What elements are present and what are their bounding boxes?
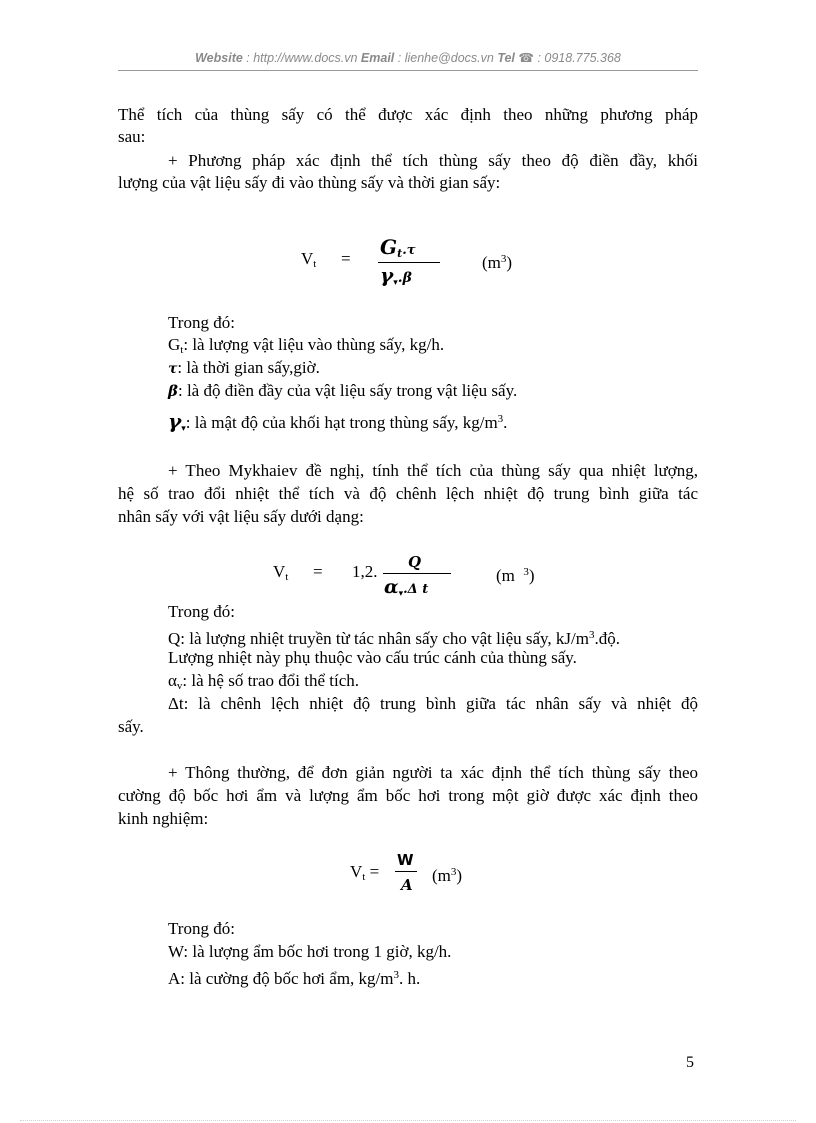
formula-1-denominator: $\gamma_▾.\beta$	[380, 263, 412, 288]
method2-line-3: nhân sấy với vật liệu sấy dưới dạng:	[118, 507, 364, 526]
formula-2-numerator: Q	[408, 553, 422, 571]
formula-3-fraction-bar	[395, 871, 417, 872]
formula-2-unit: (m $^3$)	[496, 566, 535, 585]
method3-where-title: Trong đó:	[168, 919, 235, 938]
header-rule	[118, 70, 698, 71]
email-value: : lienhe@docs.vn	[394, 51, 498, 65]
tel-label: Tel	[497, 51, 515, 65]
method2-def-3: Δt: là chênh lệch nhiệt độ trung bình giữa tác nhân sấy và nhiệt độ	[168, 694, 698, 713]
method1-def-3: β: là độ điền đầy của vật liệu sấy trong vật liệu sấy.	[168, 381, 518, 400]
method2-where-title: Trong đó:	[168, 602, 235, 621]
email-label: Email	[360, 51, 395, 65]
tel-value: : 0918.775.368	[533, 51, 621, 65]
page-number: 5	[686, 1054, 694, 1071]
method3-line-3: kinh nghiệm:	[118, 809, 209, 828]
formula-3-numerator: W	[397, 851, 414, 869]
method2-line-2: hệ số trao đổi nhiệt thể tích và độ chênh lệch nhiệt độ trung bình giữa tác	[118, 484, 698, 503]
method1-def-2: τ: là thời gian sấy,giờ.	[168, 358, 320, 377]
method3-line-1: + Thông thường, để đơn giản người ta xác định thể tích thùng sấy theo	[168, 763, 698, 782]
method2-def-1: Q: là lượng nhiệt truyền từ tác nhân sấy cho vật liệu sấy, $kJ/m^3.độ$.	[168, 629, 620, 648]
bottom-border	[20, 1120, 796, 1121]
method2-def-3-cont: sấy.	[118, 717, 144, 736]
method1-def-4: $\gamma_▾$: là mật độ của khối hạt trong thùng sấy, $kg/m^3$.	[168, 409, 508, 433]
website-value: : http://www.docs.vn	[242, 51, 361, 65]
formula-1-equals: =	[341, 249, 351, 268]
website-label: Website	[195, 51, 243, 65]
formula-2-coefficient: 1,2.	[352, 562, 378, 581]
method1-where-title: Trong đó:	[168, 313, 235, 332]
formula-1-lhs: $V_t$	[301, 249, 317, 270]
method1-def-1: $G_t$: là lượng vật liệu vào thùng sấy, kg/h.	[168, 335, 445, 356]
formula-1-numerator: $G_t.\tau$	[380, 235, 416, 260]
formula-3-lhs: $V_t$ =	[350, 862, 380, 883]
formula-1-unit: $(m^3)$	[482, 253, 513, 272]
intro-line-1: Thể tích của thùng sấy có thể được xác định theo những phương pháp	[118, 105, 698, 124]
phone-icon: ☎	[518, 51, 534, 65]
formula-2-equals: =	[313, 562, 323, 581]
formula-2-lhs: $V_t$	[273, 562, 289, 583]
formula-2-denominator: $\alpha_▾.\Delta$ t	[384, 576, 429, 599]
formula-2-fraction-bar	[383, 573, 451, 574]
method1-line-1: + Phương pháp xác định thể tích thùng sấy theo độ điền đầy, khối	[168, 151, 698, 170]
intro-line-2: sau:	[118, 127, 146, 146]
method2-line-1: + Theo Mykhaiev đề nghị, tính thể tích của thùng sấy qua nhiệt lượng,	[168, 461, 698, 480]
method2-def-1-cont: Lượng nhiệt này phụ thuộc vào cấu trúc cánh của thùng sấy.	[168, 648, 577, 667]
page-header	[118, 50, 698, 65]
formula-3-denominator: A	[401, 876, 413, 894]
method3-def-1: W: là lượng ẩm bốc hơi trong 1 giờ, kg/h.	[168, 942, 452, 961]
method2-def-2: $\alpha_v$: là hệ số trao đổi thể tích.	[168, 671, 359, 692]
method1-line-2: lượng của vật liệu sấy đi vào thùng sấy và thời gian sấy:	[118, 173, 501, 192]
method3-line-2: cường độ bốc hơi ẩm và lượng ẩm bốc hơi trong một giờ được xác định theo	[118, 786, 698, 805]
formula-3-unit: $(m^3)$	[432, 866, 463, 885]
method3-def-2: A: là cường độ bốc hơi ẩm, $kg/m^3$. h.	[168, 969, 421, 988]
